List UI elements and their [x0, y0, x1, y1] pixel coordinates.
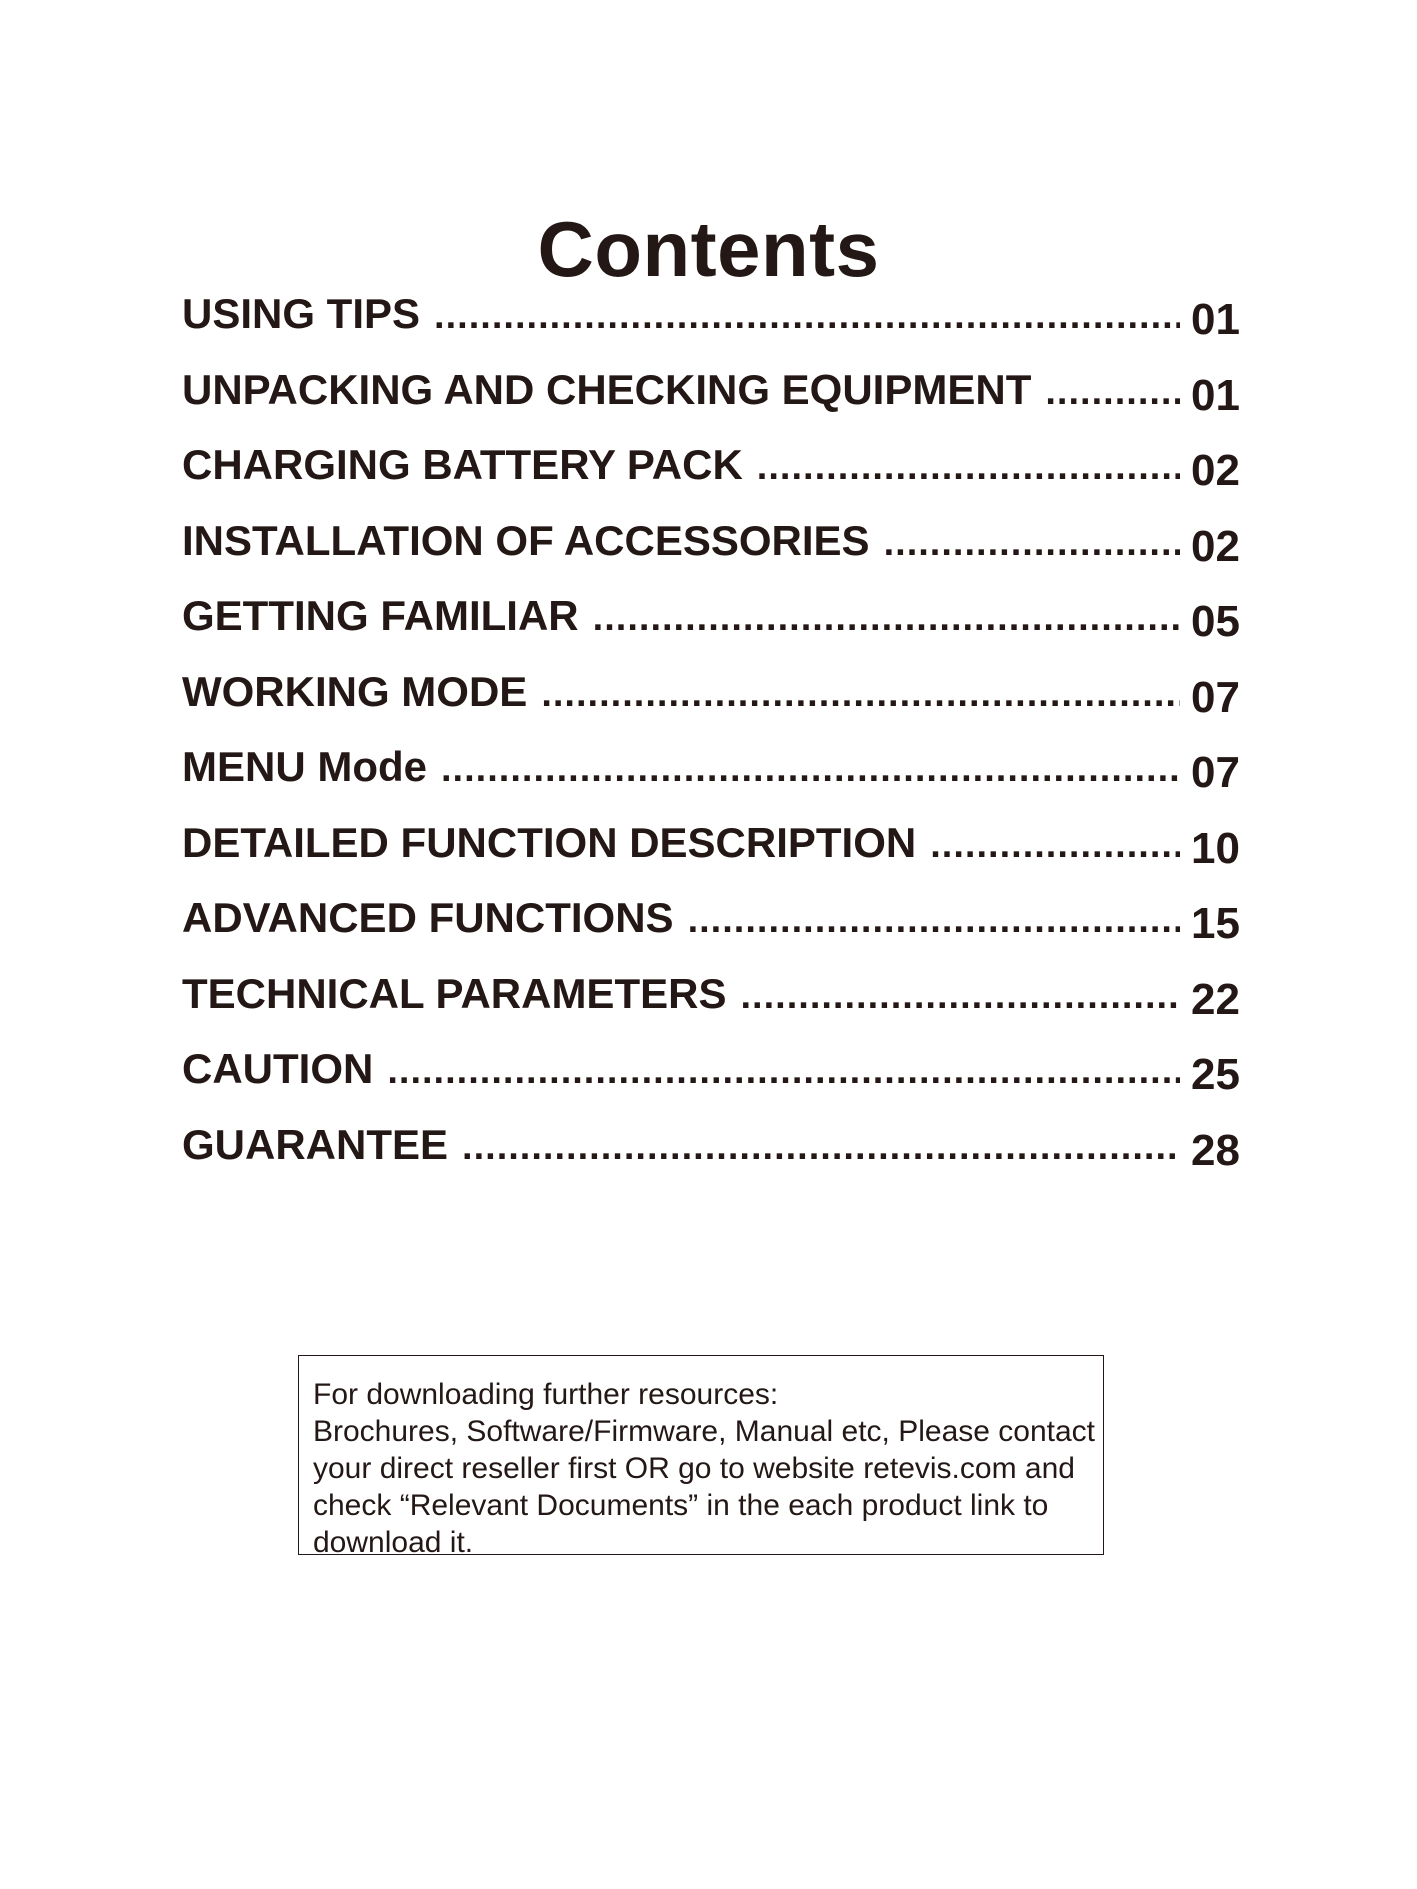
toc-entry-charging-battery[interactable] [182, 443, 1240, 519]
toc-entry-getting-familiar[interactable] [182, 594, 1240, 670]
toc-entry-label: ADVANCED FUNCTIONS [182, 894, 674, 941]
toc-entry-page: 07 [1191, 748, 1240, 797]
toc-entry-page: 15 [1191, 899, 1240, 948]
toc-entry-label: DETAILED FUNCTION DESCRIPTION [182, 818, 917, 866]
toc-entry-unpacking[interactable] [182, 365, 1240, 444]
toc-entry-label: CHARGING BATTERY PACK [182, 441, 743, 488]
dot-leader [593, 599, 1180, 637]
dot-leader [740, 977, 1180, 1015]
toc-entry-guarantee[interactable] [182, 1120, 1240, 1199]
toc-entry-page: 25 [1191, 1050, 1240, 1099]
dot-leader [688, 901, 1180, 939]
dot-leader [434, 297, 1180, 335]
toc-entry-page: 28 [1191, 1125, 1240, 1175]
toc-entry-installation[interactable] [182, 516, 1240, 595]
toc-entry-detailed-function[interactable] [182, 818, 1240, 897]
resources-body: Brochures, Software/Firmware, Manual etc, Please contact your direct reseller first OR go to website retevis.com and check “Relevant Documents” in the each product link to download it. [313, 1415, 1095, 1559]
dot-leader [930, 826, 1180, 864]
page-title: Contents [537, 205, 880, 294]
dot-leader [1045, 373, 1180, 411]
resources-heading: For downloading further resources: [313, 1378, 779, 1411]
toc-entry-label: GETTING FAMILIAR [182, 592, 579, 639]
table-of-contents [182, 292, 1240, 1198]
toc-entry-technical-parameters[interactable] [182, 969, 1240, 1048]
toc-entry-page: 05 [1191, 597, 1240, 646]
toc-entry-page: 22 [1191, 974, 1240, 1024]
toc-entry-advanced-functions[interactable] [182, 896, 1240, 972]
toc-entry-working-mode[interactable] [182, 667, 1240, 746]
toc-entry-label: UNPACKING AND CHECKING EQUIPMENT [182, 365, 1032, 413]
dot-leader [541, 675, 1180, 713]
toc-entry-page: 02 [1191, 446, 1240, 495]
dot-leader [462, 1128, 1180, 1166]
toc-entry-label: TECHNICAL PARAMETERS [182, 969, 727, 1017]
toc-entry-page: 01 [1191, 370, 1240, 420]
toc-entry-page: 07 [1191, 672, 1240, 722]
toc-entry-label: USING TIPS [182, 290, 421, 337]
toc-entry-label: MENU Mode [182, 743, 427, 790]
toc-entry-label: CAUTION [182, 1045, 374, 1092]
toc-entry-label: INSTALLATION OF ACCESSORIES [182, 516, 870, 564]
dot-leader [387, 1052, 1180, 1090]
toc-entry-label: WORKING MODE [182, 667, 528, 715]
toc-entry-label: GUARANTEE [182, 1120, 449, 1168]
resources-note-box [298, 1355, 1104, 1559]
dot-leader [757, 448, 1180, 486]
toc-entry-menu-mode[interactable] [182, 745, 1240, 821]
toc-entry-page: 02 [1191, 521, 1240, 571]
toc-entry-caution[interactable] [182, 1047, 1240, 1123]
dot-leader [441, 750, 1180, 788]
toc-entry-page: 01 [1191, 295, 1240, 344]
dot-leader [884, 524, 1180, 562]
toc-entry-using-tips[interactable] [182, 292, 1240, 368]
toc-entry-page: 10 [1191, 823, 1240, 873]
